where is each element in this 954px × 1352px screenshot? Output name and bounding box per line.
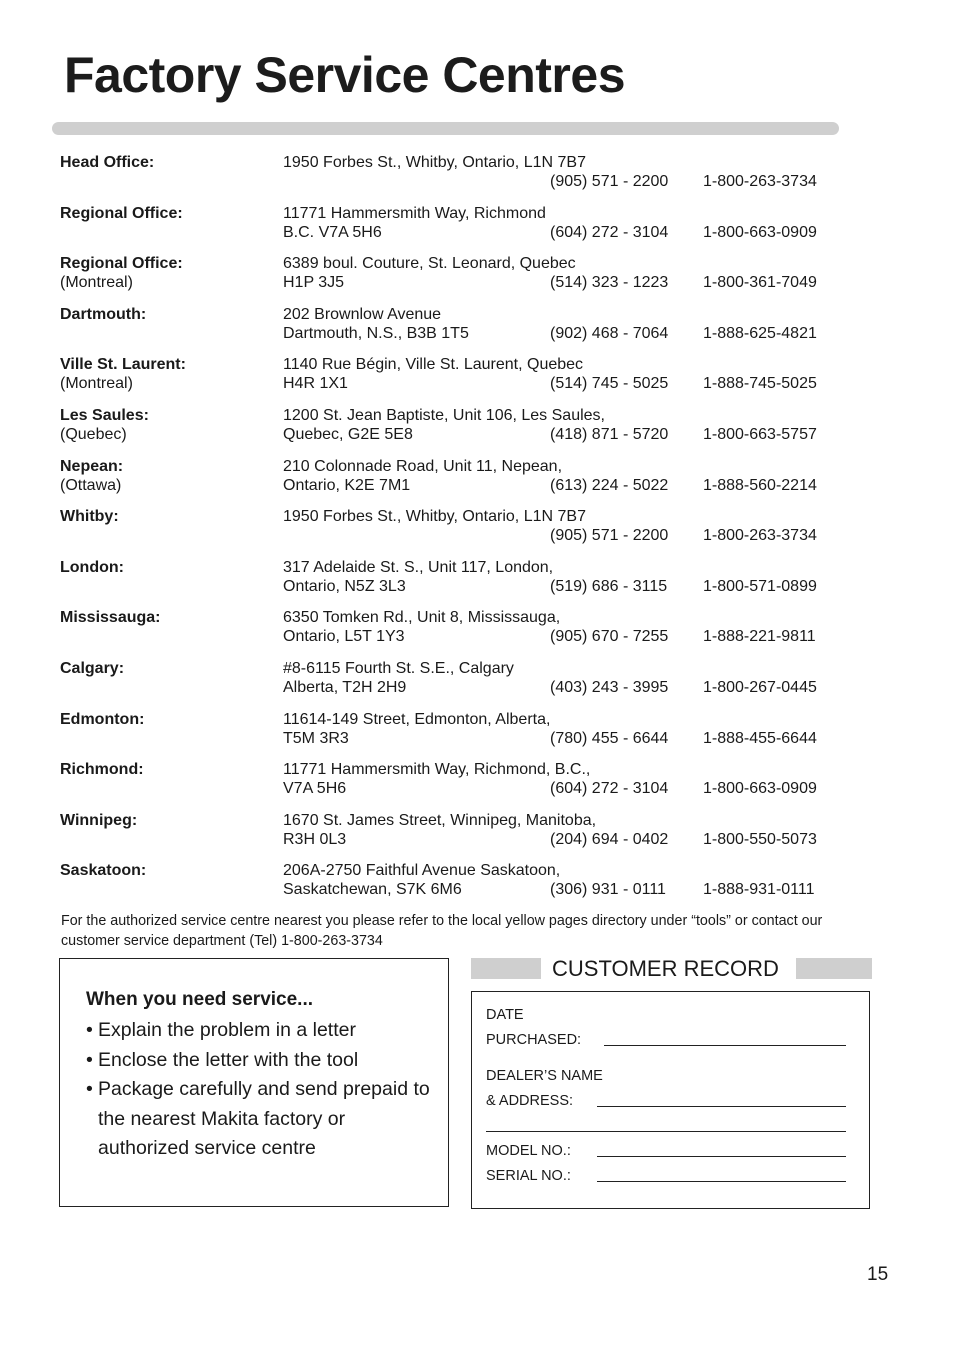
centre-name: Edmonton: xyxy=(60,710,145,728)
centre-address-line1: 11614-149 Street, Edmonton, Alberta, xyxy=(283,710,551,728)
centre-row xyxy=(0,660,954,700)
centre-address-line2: B.C. V7A 5H6 xyxy=(283,223,382,241)
dealer-name-field[interactable] xyxy=(597,1106,846,1107)
date-purchased-field[interactable] xyxy=(604,1045,846,1046)
centre-row xyxy=(0,609,954,649)
centre-tollfree: 1-800-663-0909 xyxy=(703,780,817,798)
centre-region: (Quebec) xyxy=(60,426,127,443)
centre-phone: (403) 243 - 3995 xyxy=(550,679,669,696)
service-step: • Explain the problem in a letter xyxy=(86,1016,438,1046)
centre-row xyxy=(0,205,954,245)
centre-tollfree: 1-888-625-4821 xyxy=(703,324,817,342)
centre-tollfree: 1-888-221-9811 xyxy=(703,628,816,646)
centre-phone: (613) 224 - 5022 xyxy=(550,476,669,494)
centre-row xyxy=(0,508,954,548)
centre-name: Calgary: xyxy=(60,660,125,677)
centre-row xyxy=(0,761,954,801)
serial-no-field[interactable] xyxy=(597,1181,846,1182)
service-step: • Package carefully and send prepaid to the nearest Makita factory or authorized service centre xyxy=(86,1075,438,1164)
centre-row xyxy=(0,154,954,194)
centre-address-line1: 202 Brownlow Avenue xyxy=(283,305,442,323)
centre-phone: (902) 468 - 7064 xyxy=(550,324,669,342)
centre-address-line1: 206A-2750 Faithful Avenue Saskatoon, xyxy=(283,862,561,880)
centre-phone: (514) 745 - 5025 xyxy=(550,375,669,393)
centre-name: Richmond: xyxy=(60,761,144,779)
purchased-label: PURCHASED: xyxy=(486,1032,582,1048)
centre-address-line1: 6389 boul. Couture, St. Leonard, Quebec xyxy=(283,255,576,273)
centre-phone: (604) 272 - 3104 xyxy=(550,223,669,241)
centre-address-line2: Quebec, G2E 5E8 xyxy=(283,426,413,443)
centre-row xyxy=(0,255,954,295)
customer-record-title: CUSTOMER RECORD xyxy=(552,956,779,981)
dealer-name-label: DEALER’S NAME xyxy=(486,1068,603,1084)
centre-name: Winnipeg: xyxy=(60,811,138,829)
centre-name: Head Office: xyxy=(60,154,155,171)
centre-tollfree: 1-800-267-0445 xyxy=(703,679,817,696)
footnote: For the authorized service centre nearest you please refer to the local yellow pages directory under “tools” or contact our customer service department (Tel) 1-800-263-3734 xyxy=(61,913,823,949)
centre-address-line1: 1950 Forbes St., Whitby, Ontario, L1N 7B7 xyxy=(283,154,586,171)
centre-address-line2: T5M 3R3 xyxy=(283,729,349,747)
centre-address-line1: 11771 Hammersmith Way, Richmond, B.C., xyxy=(283,761,591,779)
centre-address-line1: 1140 Rue Bégin, Ville St. Laurent, Quebec xyxy=(283,356,584,374)
centre-address-line2: R3H 0L3 xyxy=(283,830,347,848)
record-header-bar-right xyxy=(796,958,872,979)
centre-address-line2: Dartmouth, N.S., B3B 1T5 xyxy=(283,324,469,342)
dealer-address-field[interactable] xyxy=(486,1131,846,1132)
centre-address-line2: Ontario, K2E 7M1 xyxy=(283,476,411,494)
centre-phone: (514) 323 - 1223 xyxy=(550,274,669,292)
title-underline-bar xyxy=(52,122,839,135)
centre-name: Regional Office: xyxy=(60,204,183,222)
centre-row xyxy=(0,812,954,852)
centre-address-line2: V7A 5H6 xyxy=(283,780,347,798)
centre-name: Regional Office: xyxy=(60,255,183,273)
centre-name: Whitby: xyxy=(60,508,119,526)
service-instructions-box xyxy=(59,958,449,1207)
centre-tollfree: 1-888-745-5025 xyxy=(703,375,817,393)
centre-phone: (905) 571 - 2200 xyxy=(550,173,669,190)
centre-name: Les Saules: xyxy=(60,407,149,424)
date-label: DATE xyxy=(486,1007,524,1023)
centre-phone: (306) 931 - 0111 xyxy=(550,881,666,899)
centre-row xyxy=(0,862,954,902)
centre-name: Ville St. Laurent: xyxy=(60,356,186,374)
centre-address-line1: #8-6115 Fourth St. S.E., Calgary xyxy=(283,660,514,677)
centre-address-line2: Saskatchewan, S7K 6M6 xyxy=(283,881,462,899)
centre-tollfree: 1-800-361-7049 xyxy=(703,274,817,292)
centre-address-line2: Alberta, T2H 2H9 xyxy=(283,679,407,696)
centre-tollfree: 1-800-663-5757 xyxy=(703,426,817,443)
model-no-label: MODEL NO.: xyxy=(486,1143,571,1159)
centre-address-line2: H1P 3J5 xyxy=(283,274,345,292)
centre-address-line1: 1670 St. James Street, Winnipeg, Manitoba, xyxy=(283,811,597,829)
centre-name: Saskatoon: xyxy=(60,862,147,880)
centre-name: Mississauga: xyxy=(60,609,161,627)
centre-phone: (519) 686 - 3115 xyxy=(550,577,668,595)
centre-address-line2: Ontario, L5T 1Y3 xyxy=(283,628,405,646)
centre-phone: (905) 670 - 7255 xyxy=(550,628,669,646)
service-step: • Enclose the letter with the tool xyxy=(86,1046,438,1076)
centre-tollfree: 1-800-263-3734 xyxy=(703,173,817,190)
centre-phone: (905) 571 - 2200 xyxy=(550,527,669,545)
centre-region: (Ottawa) xyxy=(60,476,122,494)
centre-region: (Montreal) xyxy=(60,274,133,292)
centre-address-line1: 210 Colonnade Road, Unit 11, Nepean, xyxy=(283,457,563,475)
centre-name: Dartmouth: xyxy=(60,305,147,323)
centre-address-line1: 11771 Hammersmith Way, Richmond xyxy=(283,204,546,222)
dealer-address-label: & ADDRESS: xyxy=(486,1093,574,1109)
centre-address-line2: H4R 1X1 xyxy=(283,375,348,393)
centre-name: Nepean: xyxy=(60,457,124,475)
customer-record-box xyxy=(471,991,870,1209)
centre-row xyxy=(0,356,954,396)
page-title: Factory Service Centres xyxy=(64,47,626,103)
centre-row xyxy=(0,711,954,751)
centre-region: (Montreal) xyxy=(60,375,133,393)
centre-address-line1: 317 Adelaide St. S., Unit 117, London, xyxy=(283,558,554,576)
centre-tollfree: 1-800-263-3734 xyxy=(703,527,817,545)
centre-row xyxy=(0,306,954,346)
centre-phone: (418) 871 - 5720 xyxy=(550,426,669,443)
centre-tollfree: 1-888-560-2214 xyxy=(703,476,817,494)
page-number: 15 xyxy=(867,1264,889,1285)
model-no-field[interactable] xyxy=(597,1156,846,1157)
record-header-bar-left xyxy=(471,958,541,979)
centre-phone: (204) 694 - 0402 xyxy=(550,830,669,848)
centre-row xyxy=(0,559,954,599)
centre-row xyxy=(0,458,954,498)
centre-address-line2: Ontario, N5Z 3L3 xyxy=(283,577,406,595)
centre-address-line1: 6350 Tomken Rd., Unit 8, Mississauga, xyxy=(283,609,561,627)
service-steps xyxy=(86,1016,438,1164)
centre-phone: (780) 455 - 6644 xyxy=(550,729,669,747)
centre-name: London: xyxy=(60,558,124,576)
centre-tollfree: 1-800-663-0909 xyxy=(703,223,817,241)
centre-tollfree: 1-800-571-0899 xyxy=(703,577,817,595)
serial-no-label: SERIAL NO.: xyxy=(486,1168,571,1184)
centre-row xyxy=(0,407,954,447)
centre-tollfree: 1-888-931-0111 xyxy=(703,881,815,899)
centre-address-line1: 1200 St. Jean Baptiste, Unit 106, Les Saules, xyxy=(283,407,605,424)
centre-tollfree: 1-888-455-6644 xyxy=(703,729,817,747)
centre-address-line1: 1950 Forbes St., Whitby, Ontario, L1N 7B7 xyxy=(283,508,586,526)
centre-phone: (604) 272 - 3104 xyxy=(550,780,669,798)
centre-tollfree: 1-800-550-5073 xyxy=(703,830,817,848)
service-title: When you need service... xyxy=(86,989,314,1010)
